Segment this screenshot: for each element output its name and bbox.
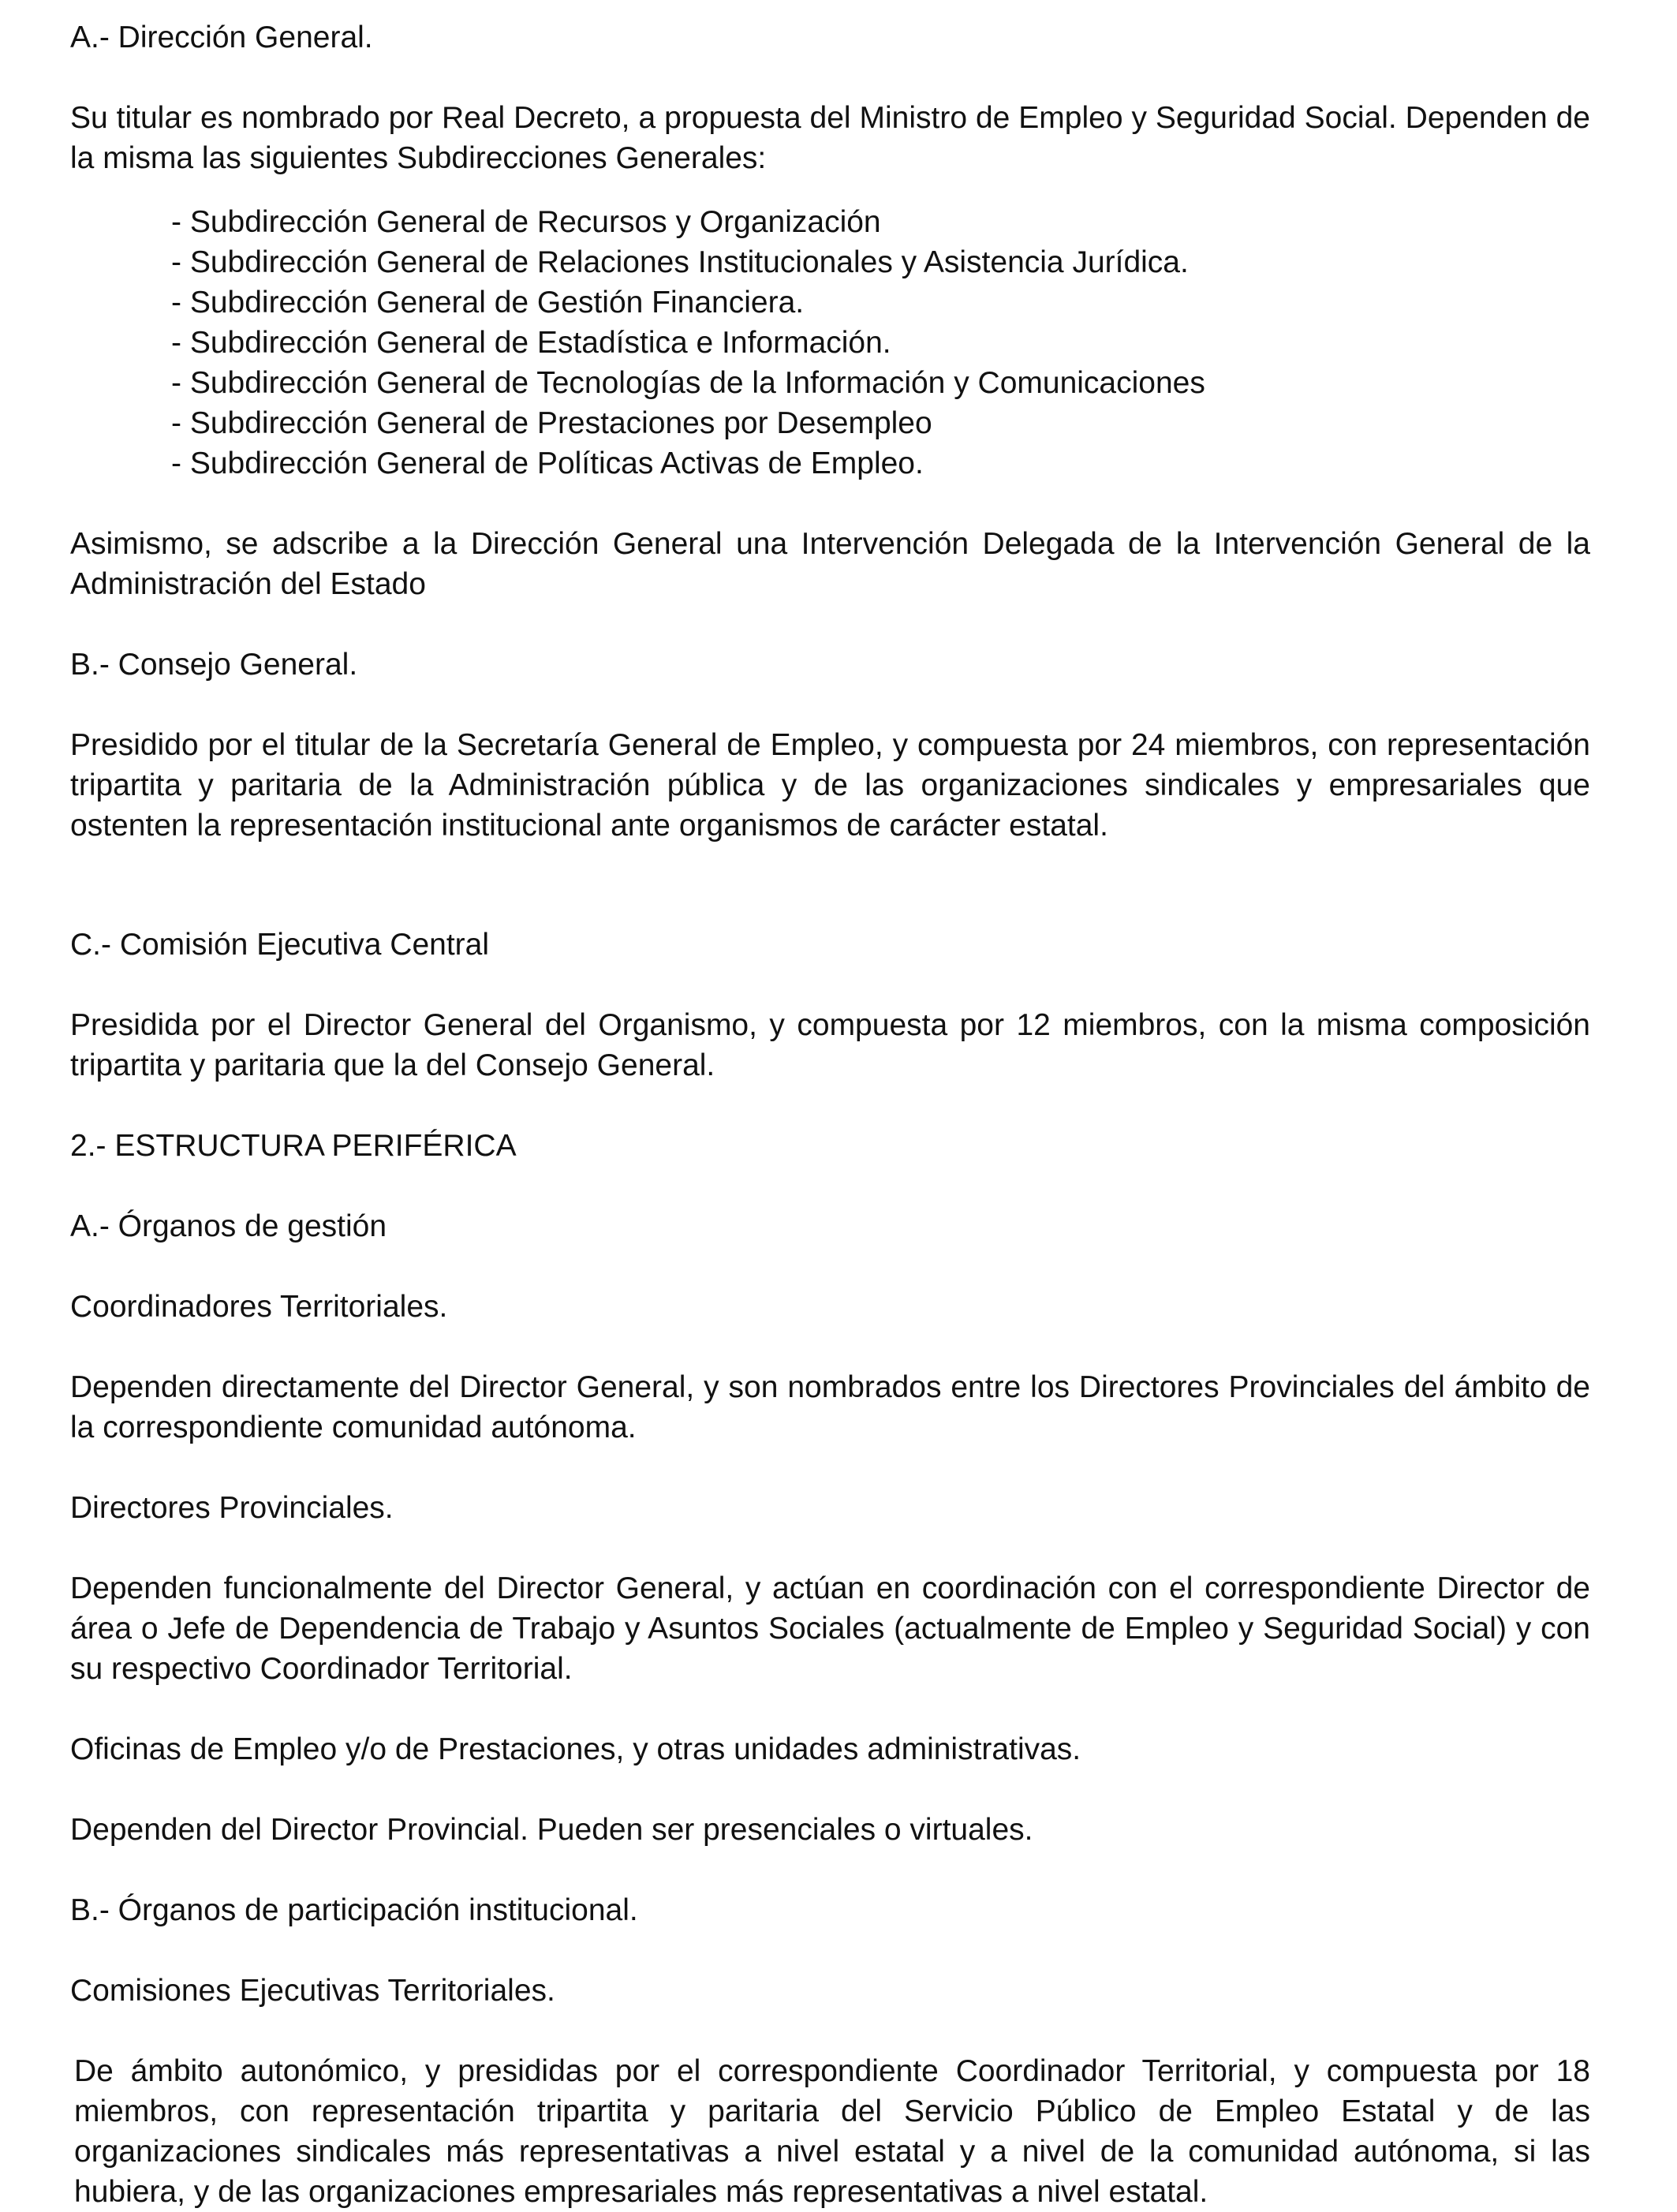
section-a-intro: Su titular es nombrado por Real Decreto, a propuesta del Ministro de Empleo y Seguridad Social. Dependen de la misma las siguientes Subdirecciones Generales:: [70, 101, 1590, 175]
comisiones-text: De ámbito autonómico, y presididas por el correspondiente Coordinador Territorial, y compuesta por 18 miembros, con representación tripartita y paritaria del Servicio Público de Empleo Estatal y de las organizaciones sindicales más representativas a nivel estatal y a nivel de la comunidad autónoma, si las hubiera, y de las organizaciones empresariales más representativas a nivel estatal.: [74, 2054, 1590, 2209]
section-b-heading: B.- Consejo General.: [70, 648, 358, 682]
oficinas-heading: Oficinas de Empleo y/o de Prestaciones, y otras unidades administrativas.: [70, 1732, 1081, 1766]
list-item: - Subdirección General de Políticas Activas de Empleo.: [171, 447, 924, 480]
participacion-heading: B.- Órganos de participación institucional.: [70, 1893, 638, 1927]
periferica-heading: 2.- ESTRUCTURA PERIFÉRICA: [70, 1129, 517, 1163]
coordinadores-text: Dependen directamente del Director General, y son nombrados entre los Directores Provinciales del ámbito de la correspondiente comunidad autónoma.: [70, 1370, 1590, 1444]
section-a-heading: A.- Dirección General.: [70, 21, 373, 54]
directores-heading: Directores Provinciales.: [70, 1491, 394, 1525]
section-c-text: Presidida por el Director General del Organismo, y compuesta por 12 miembros, con la misma composición tripartita y paritaria que la del Consejo General.: [70, 1008, 1590, 1082]
list-item: - Subdirección General de Relaciones Institucionales y Asistencia Jurídica.: [171, 245, 1189, 279]
list-item: - Subdirección General de Estadística e Información.: [171, 326, 891, 360]
oficinas-text: Dependen del Director Provincial. Pueden ser presenciales o virtuales.: [70, 1813, 1033, 1847]
list-item: - Subdirección General de Tecnologías de la Información y Comunicaciones: [171, 366, 1205, 400]
list-item: - Subdirección General de Recursos y Organización: [171, 205, 881, 239]
coordinadores-heading: Coordinadores Territoriales.: [70, 1290, 448, 1324]
organos-gestion-heading: A.- Órganos de gestión: [70, 1209, 387, 1243]
document-page: [70, 17, 1590, 2212]
section-b-text: Presidido por el titular de la Secretaría General de Empleo, y compuesta por 24 miembros, con representación tripartita y paritaria de la Administración pública y de las organizaciones sindicales y empresariales que ostenten la representación institucional ante organismos de carácter estatal.: [70, 728, 1590, 843]
list-item: - Subdirección General de Prestaciones por Desempleo: [171, 406, 932, 440]
intervencion-paragraph: Asimismo, se adscribe a la Dirección General una Intervención Delegada de la Intervención General de la Administración del Estado: [70, 527, 1590, 601]
subdirecciones-list: [70, 202, 1590, 484]
directores-text: Dependen funcionalmente del Director General, y actúan en coordinación con el correspondiente Director de área o Jefe de Dependencia de Trabajo y Asuntos Sociales (actualmente de Empleo y Seguridad Social) y con su respectivo Coordinador Territorial.: [70, 1571, 1590, 1686]
list-item: - Subdirección General de Gestión Financiera.: [171, 286, 805, 319]
section-c-heading: C.- Comisión Ejecutiva Central: [70, 928, 490, 962]
comisiones-heading: Comisiones Ejecutivas Territoriales.: [70, 1974, 555, 2008]
